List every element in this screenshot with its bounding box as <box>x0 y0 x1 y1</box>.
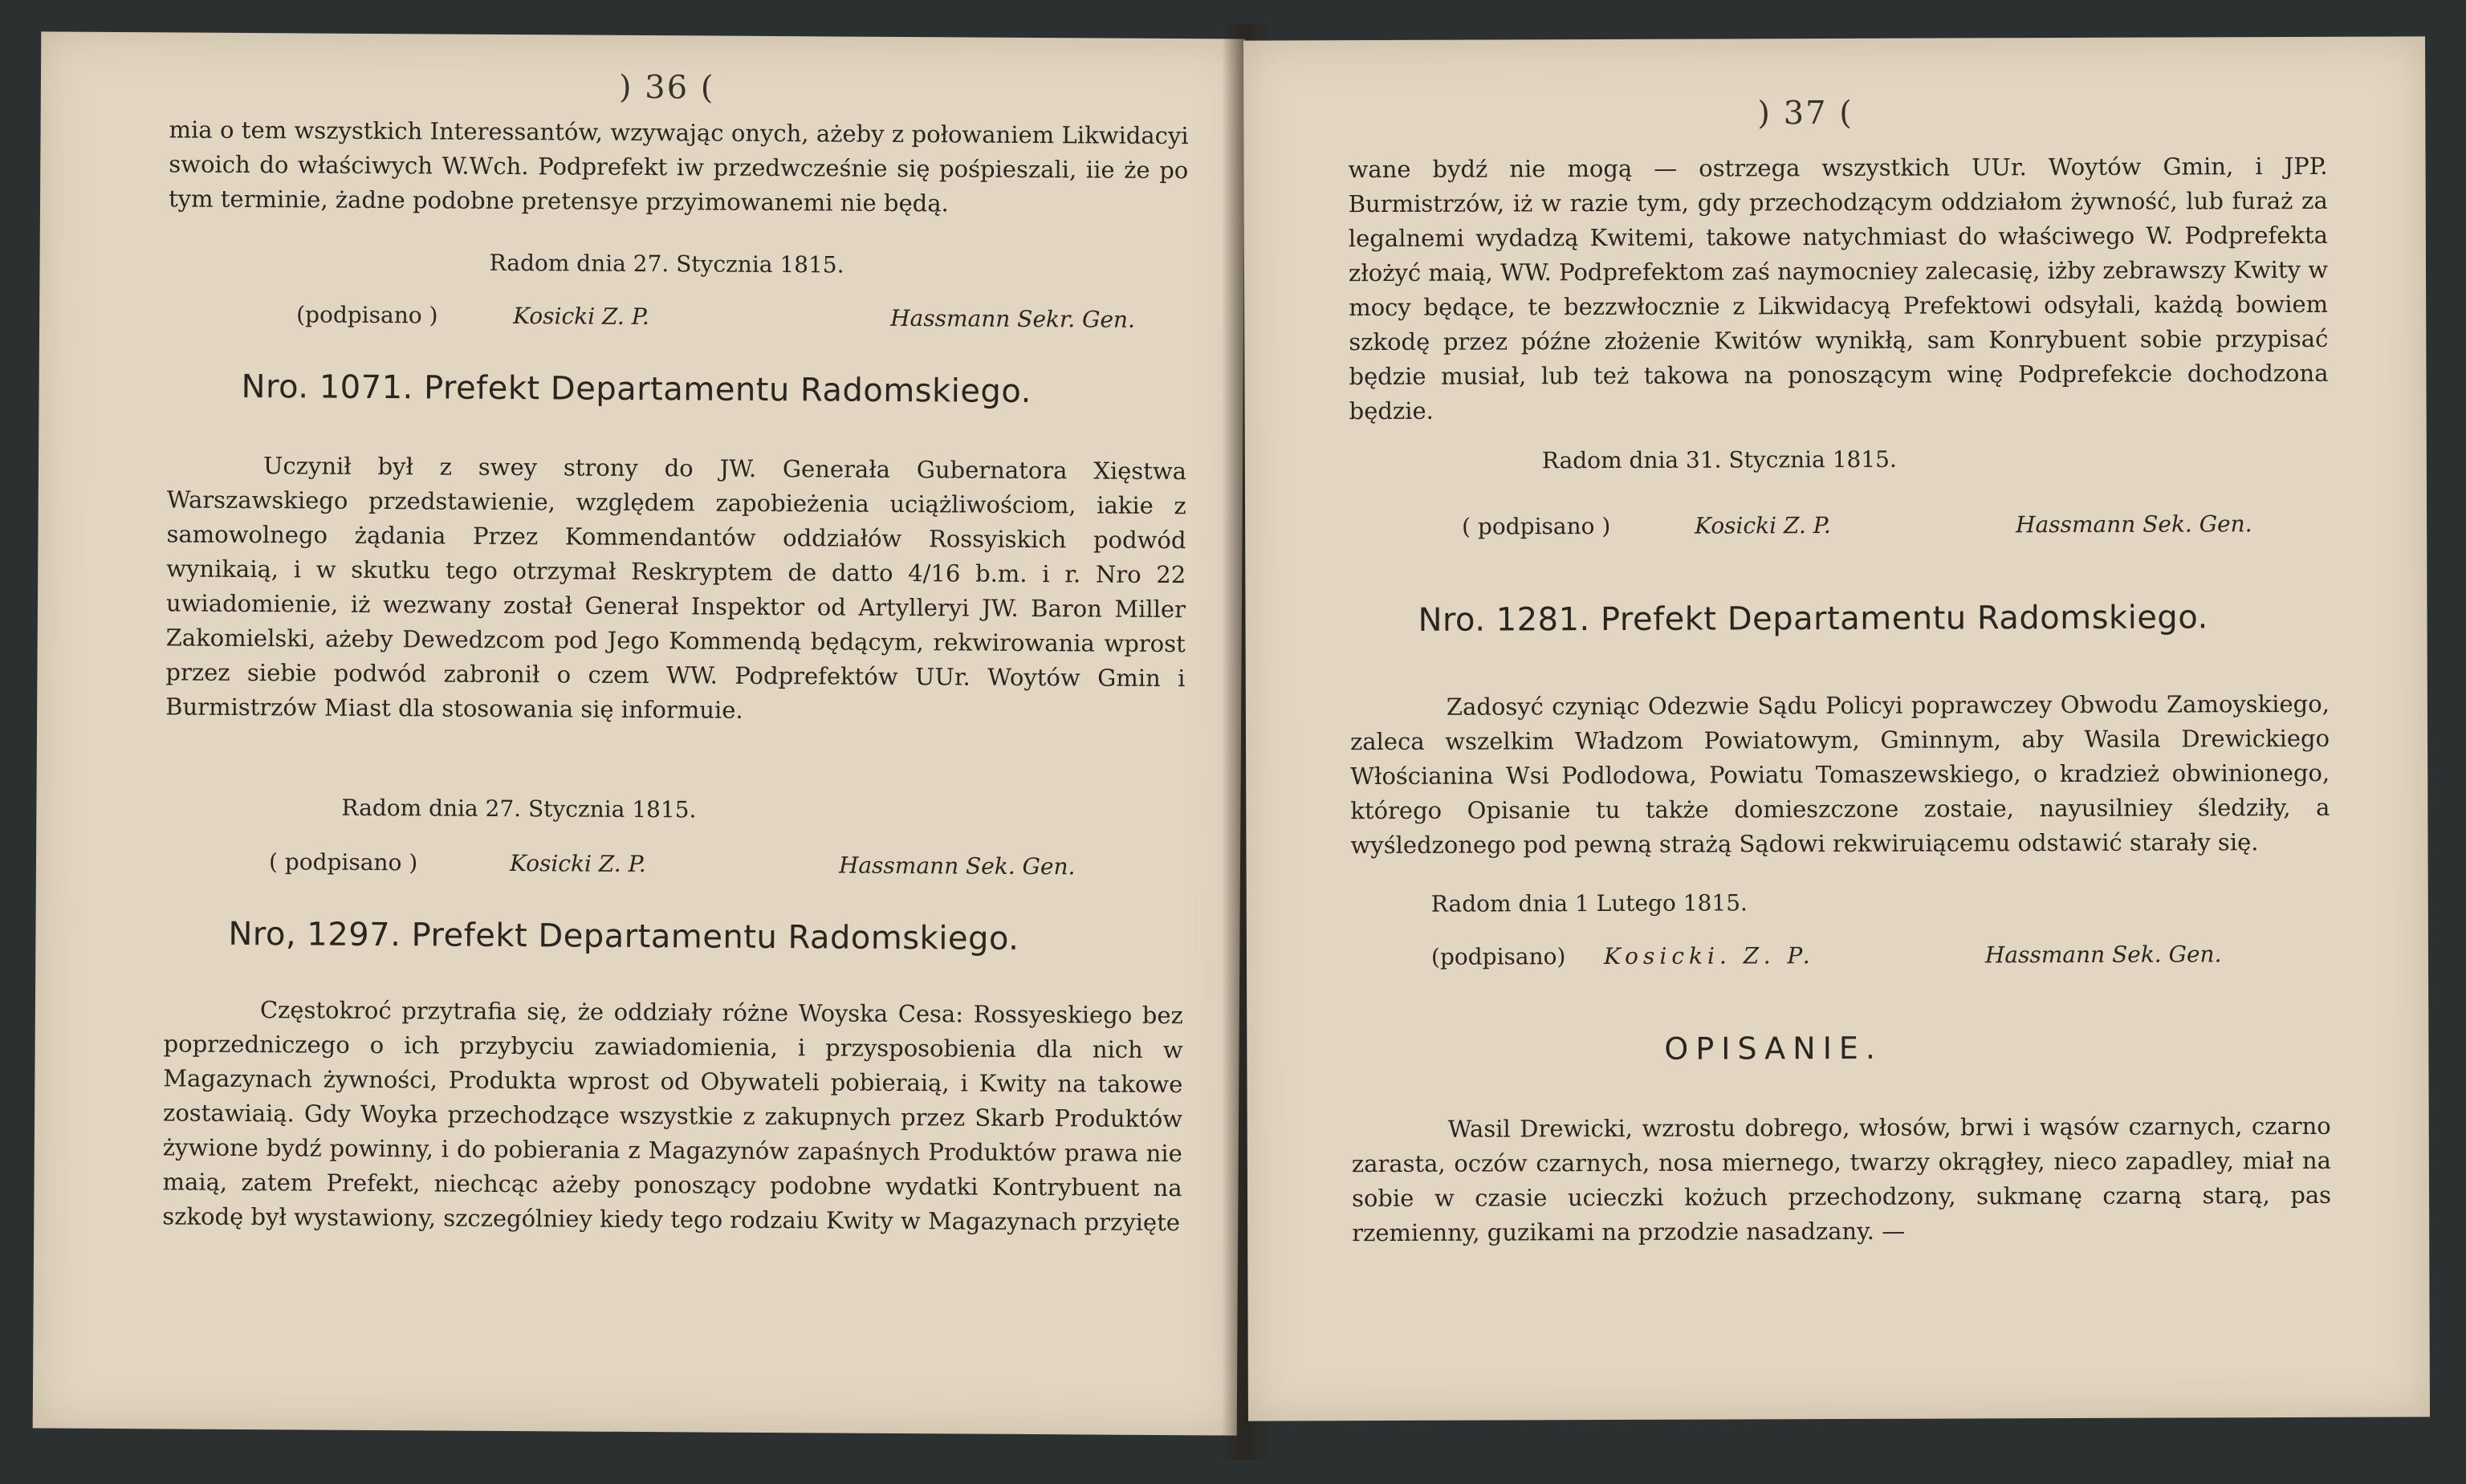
signature-name: Kosicki Z. P. <box>513 303 649 331</box>
signature-secretary: Hassmann Sekr. Gen. <box>890 304 1136 333</box>
text-1297: Częstokroć przytrafia się, że oddziały różne Woyska Cesa: Rossyeskiego bez poprzedniczego o ich przybyciu zawiadomienia, i przysposobienia dla nich w Magazynach żywności, Produkta wprost od Obywateli pobieraią, i Kwity na takowe zostawiaią. Gdy Woyka przechodzące wszystkie z zakupnych przez Skarb Produktów żywione bydź powinny, i do pobierania z Magazynów zapaśnych Produktów prawa nie maią, zatem Prefekt, niechcąc ażeby ponoszący podobne wydatki Kontrybuent na szkodę był wystawiony, szczególniey kiedy tego rodzaiu Kwity w Magazynach przyięte <box>162 996 1183 1237</box>
signature-secretary: Hassmann Sek. Gen. <box>1984 941 2222 969</box>
description-title: OPISANIE. <box>1664 1030 1883 1067</box>
continuation-text: wane bydź nie mogą — ostrzega wszystkich UUr. Woytów Gmin, i JPP. Burmistrzów, iż w razie tym, gdy przechodzącym oddziałom żywność, lub furaż za legalnemi wydadzą Kwitemi, takowe natychmiast do właściwego W. Podprefekta złożyć maią, WW. Podprefektom zaś naymocniey zalecasię, iżby zebrawszy Kwity w mocy będące, te bezzwłocznie z Likwidacyą Prefektowi odsyłali, każdą bowiem szkodę przez późne złożenie Kwitów wynikłą, sam Konrybuent sobie przypisać będzie musiał, lub też takowa na ponoszącym winę Podprefekcie dochodzona będzie. <box>1348 152 2329 425</box>
signature-label: ( podpisano ) <box>268 848 418 876</box>
section-heading-1281: Nro. 1281. Prefekt Departamentu Radomskiego. <box>1418 599 2208 639</box>
signature-name: Kosicki. Z. P. <box>1603 942 1815 970</box>
right-page <box>1243 36 2430 1421</box>
signature-label: ( podpisano ) <box>1462 512 1611 540</box>
signature-secretary: Hassmann Sek. Gen. <box>2016 510 2252 539</box>
left-page <box>33 31 1246 1435</box>
signature-name: Kosicki Z. P. <box>509 850 646 878</box>
date-line: Radom dnia 27. Stycznia 1815. <box>489 249 844 279</box>
signature-label: (podpisano) <box>1430 943 1566 970</box>
signature-line <box>296 301 1179 333</box>
paragraph-1281 <box>1350 687 2330 863</box>
signature-line <box>1430 941 2314 970</box>
signature-secretary: Hassmann Sek. Gen. <box>838 852 1076 880</box>
page-number: ) 37 ( <box>1757 94 1854 132</box>
section-heading-1071: Nro. 1071. Prefekt Departamentu Radomskiego. <box>241 368 1032 410</box>
signature-name: Kosicki Z. P. <box>1695 512 1831 539</box>
description-text: Wasil Drewicki, wzrostu dobrego, włosów, brwi i wąsów czarnych, czarno zarasta, oczów czarnych, nosa miernego, twarzy okrągłey, nieco zapadley, miał na sobie w czasie ucieczki kożuch przechodzony, sukmanę czarną starą, pas rzemienny, guzikami na przodzie nasadzany. — <box>1351 1112 2332 1247</box>
date-line: Radom dnia 31. Stycznia 1815. <box>1541 445 1897 474</box>
paragraph-1297 <box>162 992 1183 1240</box>
date-line: Radom dnia 1 Lutego 1815. <box>1430 889 1748 917</box>
signature-line <box>268 848 1152 880</box>
page-number: ) 36 ( <box>618 68 715 107</box>
paragraph-1071 <box>165 448 1186 730</box>
description-paragraph <box>1352 1109 2332 1250</box>
continuation-paragraph <box>169 112 1189 222</box>
continuation-text: mia o tem wszystkich Interessantów, wzywając onych, ażeby z połowaniem Likwidacyi swoich do właściwych W.Wch. Podprefekt iw przedwcześnie się pośpieszali, iie że po tym terminie, żadne podobne pretensye przyimowanemi nie będą. <box>168 116 1189 218</box>
text-1071: Uczynił był z swey strony do JW. Generała Gubernatora Xięstwa Warszawskiego przedstawienie, względem zapobieżenia uciążliwościom, iakie z samowolnego żądania Przez Kommendantów oddziałów Rossyiskich podwód wynikaią, i w skutku tego otrzymał Reskryptem de datto 4/16 b.m. i r. Nro 22 uwiadomienie, iż wezwany został Generał Inspektor od Artylleryi JW. Baron Miller Zakomielski, ażeby Dewedzcom pod Jego Kommendą będącym, rekwirowania wprost przez siebie podwód zabronił o czem WW. Podprefektów UUr. Woytów Gmin i Burmistrzów Miast dla stosowania się informuie. <box>165 452 1187 724</box>
date-line: Radom dnia 27. Stycznia 1815. <box>341 794 697 823</box>
text-1281: Zadosyć czyniąc Odezwie Sądu Policyi poprawczey Obwodu Zamoyskiego, zaleca wszelkim Władzom Powiatowym, Gminnym, aby Wasila Drewickiego Włościanina Wsi Podlodowa, Powiatu Tomaszewskiego, o kradzież obwinionego, którego Opisanie tu także domieszczone zostaie, nayusilniey śledziły, a wyśledzonego pod pewną strażą Sądowi rekwiruiącemu odstawić starały się. <box>1349 689 2330 860</box>
continuation-paragraph <box>1348 149 2328 429</box>
section-heading-1297: Nro, 1297. Prefekt Departamentu Radomskiego. <box>228 915 1019 957</box>
signature-line <box>1462 510 2345 540</box>
signature-label: (podpisano ) <box>296 301 438 329</box>
